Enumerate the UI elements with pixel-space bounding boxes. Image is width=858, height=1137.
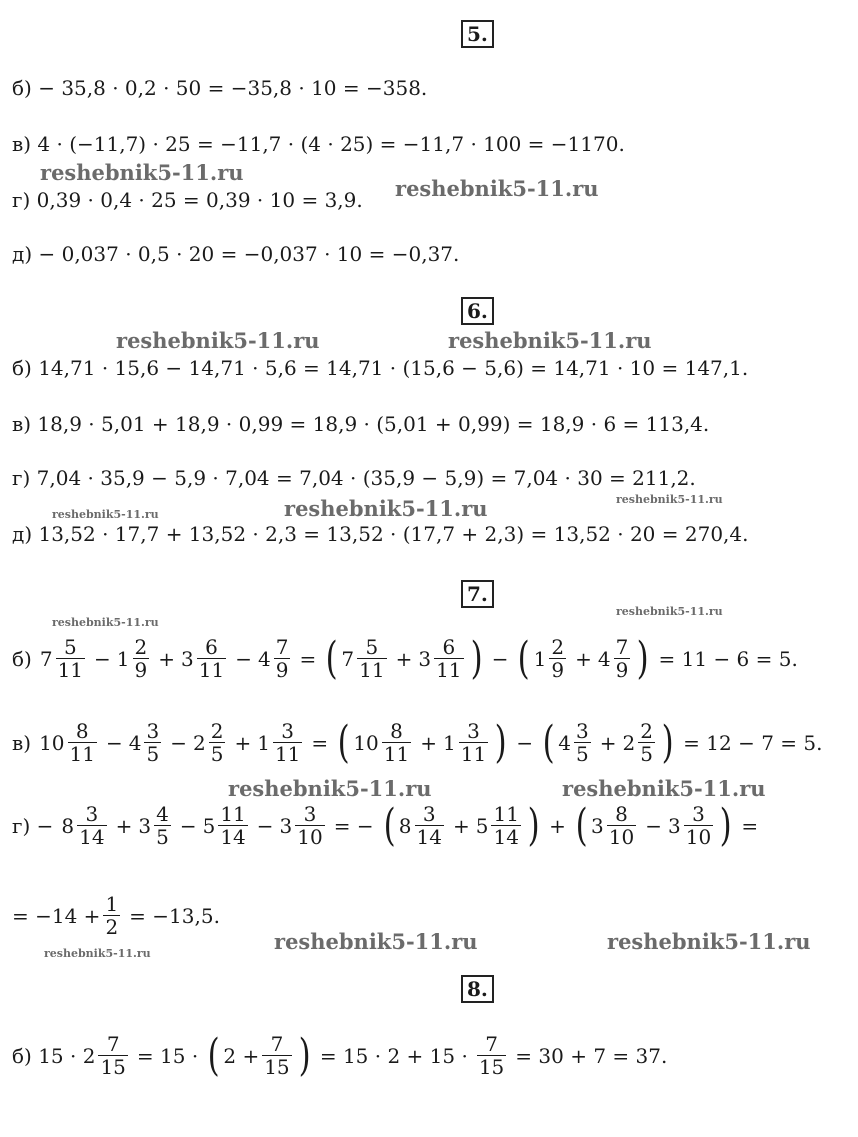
- fraction: $\frac{2}{9}$: [134, 635, 148, 682]
- task-8-b: [12, 1029, 673, 1081]
- task-7-b: [12, 632, 804, 684]
- watermark: reshebnik5-11.ru: [616, 493, 723, 506]
- expression: = 15 · 2 + 15 ·: [319, 1043, 468, 1068]
- fraction: $\frac{4}{5}$: [156, 802, 169, 849]
- operator: −: [256, 813, 274, 838]
- left-paren: (: [337, 716, 350, 768]
- operator: +: [420, 730, 437, 755]
- equals: =: [299, 646, 317, 671]
- watermark: reshebnik5-11.ru: [40, 160, 244, 185]
- task-6-b: б) 14,71 · 15,6 − 14,71 · 5,6 = 14,71 · (15,6 − 5,6) = 14,71 · 10 = 147,1.: [12, 356, 749, 380]
- fraction: $\frac{8}{11}$: [383, 719, 410, 766]
- watermark: reshebnik5-11.ru: [44, 947, 151, 960]
- task-6-g: г) 7,04 · 35,9 − 5,9 · 7,04 = 7,04 · (35,9 − 5,9) = 7,04 · 30 = 211,2.: [12, 466, 696, 490]
- fraction: $\frac{7}{9}$: [615, 635, 629, 682]
- right-paren: ): [527, 799, 540, 851]
- task-7-g-continuation: [12, 893, 226, 938]
- whole-part: 10: [353, 730, 379, 755]
- whole-part: 10: [39, 730, 65, 755]
- task-number-7: 7.: [461, 580, 494, 608]
- whole-part: 5: [202, 813, 216, 838]
- item-label: в): [12, 730, 32, 755]
- equals: =: [741, 813, 759, 838]
- whole-part: 4: [558, 730, 572, 755]
- operator: +: [549, 813, 566, 838]
- fraction: $\frac{3}{11}$: [460, 719, 487, 766]
- expression: 2 +: [223, 1043, 260, 1068]
- operator: −: [491, 646, 509, 671]
- task-6-v: в) 18,9 · 5,01 + 18,9 · 0,99 = 18,9 · (5,01 + 0,99) = 18,9 · 6 = 113,4.: [12, 412, 710, 436]
- result: = −13,5.: [129, 903, 220, 928]
- task-5-v: в) 4 · (−11,7) · 25 = −11,7 · (4 · 25) = −11,7 · 100 = −1170.: [12, 132, 625, 156]
- result: = 30 + 7 = 37.: [515, 1043, 668, 1068]
- task-number-5: 5.: [461, 20, 494, 48]
- fraction: $\frac{3}{14}$: [416, 802, 442, 849]
- watermark: reshebnik5-11.ru: [607, 929, 811, 954]
- whole-part: 3: [138, 813, 152, 838]
- task-5-g: г) 0,39 · 0,4 · 25 = 0,39 · 10 = 3,9.: [12, 188, 363, 212]
- left-paren: (: [518, 632, 531, 684]
- operator: −: [105, 730, 123, 755]
- fraction: $\frac{7}{9}$: [275, 635, 289, 682]
- watermark: reshebnik5-11.ru: [616, 605, 723, 618]
- fraction: $\frac{3}{11}$: [274, 719, 301, 766]
- expression: = 15 ·: [136, 1043, 199, 1068]
- whole-part: 3: [279, 813, 293, 838]
- result: = 12 − 7 = 5.: [683, 730, 823, 755]
- whole-part: 2: [192, 730, 206, 755]
- task-5-b: б) − 35,8 · 0,2 · 50 = −35,8 · 10 = −358.: [12, 76, 428, 100]
- watermark: reshebnik5-11.ru: [562, 776, 766, 801]
- fraction: $\frac{11}{14}$: [493, 802, 519, 849]
- whole-part: 3: [181, 646, 194, 671]
- fraction: $\frac{7}{15}$: [100, 1032, 126, 1079]
- operator: −: [94, 646, 111, 671]
- fraction: $\frac{2}{5}$: [210, 719, 224, 766]
- left-paren: (: [325, 632, 338, 684]
- right-paren: ): [494, 716, 507, 768]
- operator: −: [516, 730, 534, 755]
- fraction: $\frac{3}{10}$: [297, 802, 323, 849]
- whole-part: 8: [61, 813, 75, 838]
- right-paren: ): [719, 799, 732, 851]
- fraction: $\frac{3}{14}$: [79, 802, 105, 849]
- watermark: reshebnik5-11.ru: [52, 616, 159, 629]
- watermark: reshebnik5-11.ru: [274, 929, 478, 954]
- right-paren: ): [298, 1029, 311, 1081]
- fraction: $\frac{5}{11}$: [57, 635, 84, 682]
- fraction: $\frac{11}{14}$: [220, 802, 246, 849]
- fraction: $\frac{5}{11}$: [359, 635, 385, 682]
- whole-part: 7: [39, 646, 53, 671]
- fraction: $\frac{2}{5}$: [640, 719, 653, 766]
- operator: −: [235, 646, 252, 671]
- item-label: б): [12, 646, 32, 671]
- task-number-6: 6.: [461, 297, 494, 325]
- task-6-d: д) 13,52 · 17,7 + 13,52 · 2,3 = 13,52 · (17,7 + 2,3) = 13,52 · 20 = 270,4.: [12, 522, 749, 546]
- result: = 11 − 6 = 5.: [658, 646, 798, 671]
- fraction: $\frac{7}{15}$: [478, 1032, 505, 1079]
- right-paren: ): [661, 716, 674, 768]
- right-paren: ): [636, 632, 649, 684]
- operator: +: [575, 646, 592, 671]
- left-paren: (: [207, 1029, 220, 1081]
- right-paren: ): [470, 632, 483, 684]
- left-paren: (: [383, 799, 396, 851]
- operator: +: [395, 646, 413, 671]
- operator: +: [115, 813, 133, 838]
- fraction: $\frac{7}{15}$: [264, 1032, 290, 1079]
- left-paren: (: [575, 799, 588, 851]
- equals: = −: [333, 813, 374, 838]
- task-7-v: [12, 716, 829, 768]
- whole-part: 5: [475, 813, 489, 838]
- watermark: reshebnik5-11.ru: [228, 776, 432, 801]
- whole-part: 7: [341, 646, 355, 671]
- whole-part: 1: [257, 730, 270, 755]
- operator: +: [599, 730, 617, 755]
- whole-part: 2: [622, 730, 636, 755]
- watermark: reshebnik5-11.ru: [395, 176, 599, 201]
- fraction: $\frac{3}{5}$: [576, 719, 589, 766]
- operator: −: [645, 813, 662, 838]
- fraction: $\frac{1}{2}$: [105, 892, 119, 939]
- item-label: б) 15 · 2: [12, 1043, 96, 1068]
- fraction: $\frac{3}{5}$: [146, 719, 160, 766]
- task-number-8: 8.: [461, 975, 494, 1003]
- watermark: reshebnik5-11.ru: [52, 508, 159, 521]
- task-7-g: [12, 799, 764, 851]
- fraction: $\frac{8}{11}$: [69, 719, 95, 766]
- left-paren: (: [542, 716, 555, 768]
- whole-part: 1: [116, 646, 130, 671]
- fraction: $\frac{6}{11}$: [198, 635, 225, 682]
- whole-part: 3: [418, 646, 432, 671]
- operator: +: [158, 646, 176, 671]
- item-label: г) −: [12, 813, 54, 838]
- operator: +: [234, 730, 252, 755]
- whole-part: 3: [667, 813, 681, 838]
- equals: =: [311, 730, 329, 755]
- whole-part: 1: [533, 646, 547, 671]
- watermark: reshebnik5-11.ru: [116, 328, 320, 353]
- expression-start: = −14 +: [12, 903, 101, 928]
- fraction: $\frac{8}{10}$: [608, 802, 635, 849]
- operator: +: [452, 813, 470, 838]
- fraction: $\frac{6}{11}$: [436, 635, 462, 682]
- fraction: $\frac{3}{10}$: [685, 802, 712, 849]
- whole-part: 1: [443, 730, 456, 755]
- watermark: reshebnik5-11.ru: [284, 496, 488, 521]
- fraction: $\frac{2}{9}$: [551, 635, 565, 682]
- operator: −: [170, 730, 187, 755]
- whole-part: 4: [597, 646, 611, 671]
- whole-part: 4: [128, 730, 142, 755]
- task-5-d: д) − 0,037 · 0,5 · 20 = −0,037 · 10 = −0,37.: [12, 242, 460, 266]
- whole-part: 3: [591, 813, 604, 838]
- whole-part: 4: [257, 646, 271, 671]
- whole-part: 8: [398, 813, 412, 838]
- operator: −: [179, 813, 197, 838]
- watermark: reshebnik5-11.ru: [448, 328, 652, 353]
